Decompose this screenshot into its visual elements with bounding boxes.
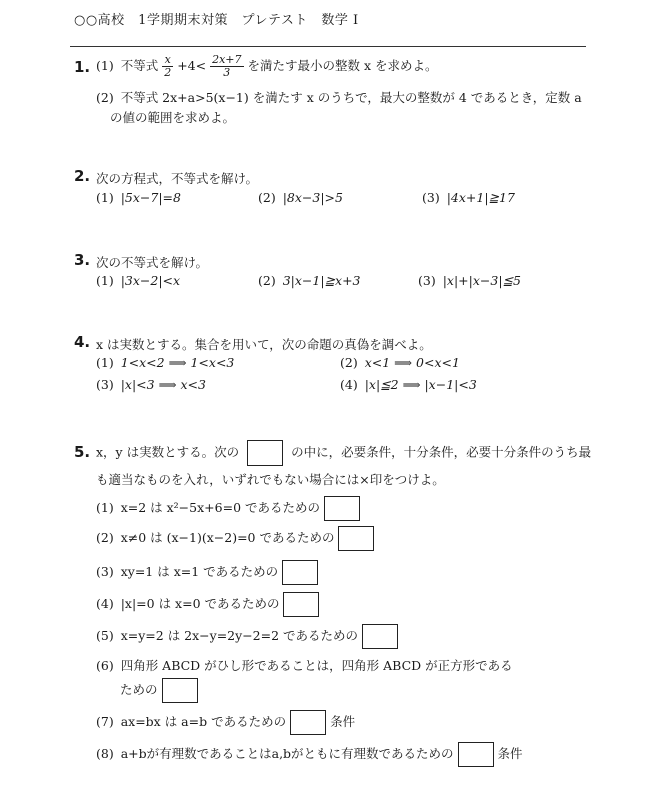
problem-5-item-8-label: (8) — [96, 746, 114, 761]
problem-5-item-2-label: (2) — [96, 530, 114, 545]
problem-3-item-3-label: (3) — [418, 273, 436, 288]
fraction-2x7-over-3 — [210, 54, 243, 79]
problem-1-2-line2: の値の範囲を求めよ。 — [110, 110, 236, 125]
problem-3-title: 次の不等式を解け。 — [96, 255, 209, 270]
problem-2-item-2 — [258, 190, 343, 205]
problem-4-item-4-text: |x|≦2 ⟹ |x−1|<3 — [364, 377, 477, 392]
problem-1-number: 1. — [74, 58, 91, 76]
problem-4-item-3 — [96, 377, 206, 392]
answer-box-3[interactable] — [282, 560, 318, 585]
problem-1-1-pre: 不等式 — [120, 58, 159, 73]
problem-5-item-6-line2: ための — [120, 682, 158, 697]
problem-4-number: 4. — [74, 333, 91, 351]
problem-5-item-5-label: (5) — [96, 628, 114, 643]
problem-1-2-line1: 不等式 2x+a>5(x−1) を満たす x のうちで，最大の整数が 4 であるとき，定数 a — [120, 90, 582, 105]
problem-1-2-label: (2) — [96, 90, 114, 105]
problem-3-number: 3. — [74, 251, 91, 269]
problem-5-item-1 — [96, 496, 360, 521]
problem-4-item-2-text: x<1 ⟹ 0<x<1 — [364, 355, 460, 370]
problem-4-item-2-label: (2) — [340, 355, 358, 370]
answer-box-4[interactable] — [283, 592, 319, 617]
problem-4-item-3-text: |x|<3 ⟹ x<3 — [120, 377, 206, 392]
problem-5-intro-line2: も適当なものを入れ，いずれでもない場合には×印をつけよ。 — [96, 472, 445, 487]
problem-1-1-post: を満たす最小の整数 x を求めよ。 — [247, 58, 438, 73]
problem-5-intro-post: の中に，必要条件，十分条件，必要十分条件のうち最 — [291, 444, 592, 460]
fraction-x-over-2 — [162, 54, 173, 79]
problem-5-item-6-text: 四角形 ABCD がひし形であることは，四角形 ABCD が正方形である — [120, 658, 513, 673]
fraction-2-numerator: 2x+7 — [212, 53, 242, 66]
page-header: ○○高校 1学期期末対策 プレテスト 数学 I — [74, 13, 359, 28]
problem-5-item-3-label: (3) — [96, 564, 114, 579]
problem-5-item-6-cont — [120, 678, 198, 703]
problem-2-item-1 — [96, 190, 181, 205]
problem-3-item-2-text: 3|x−1|≧x+3 — [282, 273, 361, 288]
fraction-1-denominator: 2 — [164, 66, 172, 79]
problem-3-item-3 — [418, 273, 521, 288]
problem-5-item-1-label: (1) — [96, 500, 114, 515]
problem-2-item-1-text: |5x−7|=8 — [120, 190, 181, 205]
problem-5-item-7-suffix: 条件 — [330, 714, 356, 729]
problem-4-item-4 — [340, 377, 477, 392]
problem-5-item-2 — [96, 526, 374, 551]
fraction-2-denominator: 3 — [223, 66, 231, 79]
problem-5-item-3 — [96, 560, 318, 585]
problem-2-title: 次の方程式，不等式を解け。 — [96, 171, 259, 186]
problem-2-item-3-text: |4x+1|≧17 — [446, 190, 515, 205]
problem-4-item-1-label: (1) — [96, 355, 114, 370]
problem-5-item-7-label: (7) — [96, 714, 114, 729]
answer-box-1[interactable] — [324, 496, 360, 521]
problem-5-item-7-text: ax=bx は a=b であるための — [120, 714, 287, 729]
problem-5-item-1-text: x=2 は x²−5x+6=0 であるための — [120, 500, 320, 515]
problem-3-item-1-text: |3x−2|<x — [120, 273, 181, 288]
problem-3-item-3-text: |x|+|x−3|≦5 — [442, 273, 521, 288]
problem-5-item-6-label: (6) — [96, 658, 114, 673]
problem-5-intro — [96, 440, 591, 466]
problem-2-item-1-label: (1) — [96, 190, 114, 205]
header-rule — [70, 46, 586, 47]
problem-5-item-8-text: a+bが有理数であることはa,bがともに有理数であるための — [120, 746, 454, 761]
problem-5-item-4-text: |x|=0 は x=0 であるための — [120, 596, 280, 611]
fraction-1-numerator: x — [162, 54, 173, 67]
problem-2-item-3 — [422, 190, 515, 205]
problem-4-item-3-label: (3) — [96, 377, 114, 392]
answer-box-8[interactable] — [458, 742, 494, 767]
answer-box-2[interactable] — [338, 526, 374, 551]
problem-3-item-2 — [258, 273, 361, 288]
problem-1-1-label: (1) — [96, 58, 114, 73]
problem-5-item-8-suffix: 条件 — [497, 746, 523, 761]
problem-2-item-2-text: |8x−3|>5 — [282, 190, 343, 205]
problem-2-number: 2. — [74, 167, 91, 185]
answer-box-6[interactable] — [162, 678, 198, 703]
problem-3-item-2-label: (2) — [258, 273, 276, 288]
answer-box-sample — [247, 440, 283, 466]
problem-5-item-8 — [96, 742, 523, 767]
problem-5-item-3-text: xy=1 は x=1 であるための — [120, 564, 279, 579]
problem-5-item-4-label: (4) — [96, 596, 114, 611]
problem-2-item-3-label: (3) — [422, 190, 440, 205]
problem-4-item-4-label: (4) — [340, 377, 358, 392]
problem-5-item-2-text: x≠0 は (x−1)(x−2)=0 であるための — [120, 530, 335, 545]
problem-3-item-1 — [96, 273, 180, 288]
problem-2-item-2-label: (2) — [258, 190, 276, 205]
problem-4-item-2 — [340, 355, 460, 370]
answer-box-7[interactable] — [290, 710, 326, 735]
problem-5-item-6 — [96, 656, 513, 674]
problem-3-item-1-label: (1) — [96, 273, 114, 288]
problem-5-item-5-text: x=y=2 は 2x−y=2y−2=2 であるための — [120, 628, 359, 643]
problem-4-title: x は実数とする。集合を用いて，次の命題の真偽を調べよ。 — [96, 337, 432, 352]
problem-4-item-1 — [96, 355, 234, 370]
problem-5-item-4 — [96, 592, 319, 617]
problem-1-1-mid: +4< — [177, 58, 207, 73]
problem-4-item-1-text: 1<x<2 ⟹ 1<x<3 — [120, 355, 235, 370]
answer-box-5[interactable] — [362, 624, 398, 649]
problem-5-item-5 — [96, 624, 398, 649]
problem-5-item-7 — [96, 710, 355, 735]
problem-5-number: 5. — [74, 443, 91, 461]
problem-5-intro-pre: x，y は実数とする。次の — [96, 444, 240, 460]
problem-1-1 — [96, 54, 437, 79]
problem-1-2 — [96, 88, 582, 106]
